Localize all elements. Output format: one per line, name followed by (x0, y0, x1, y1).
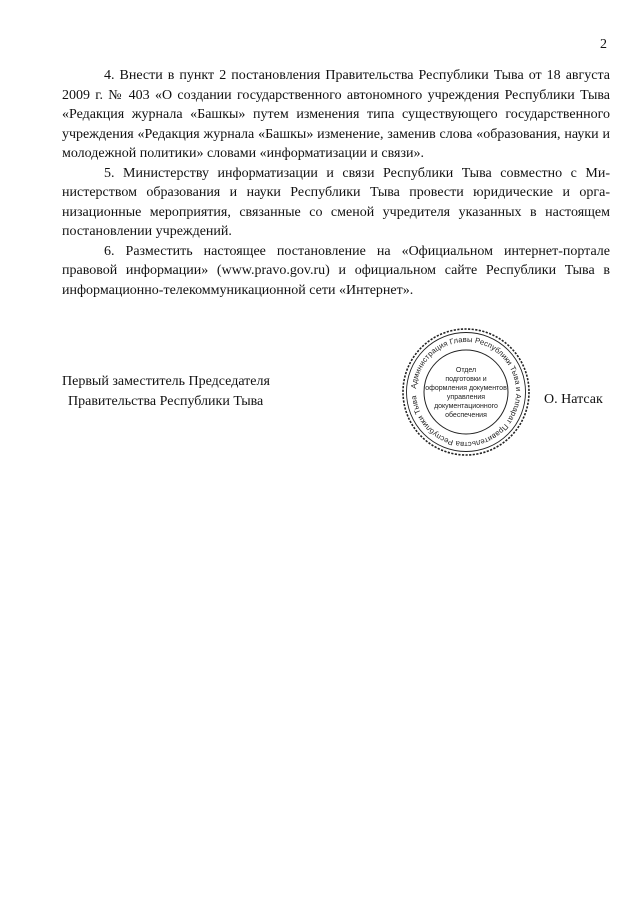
seal-center-line: оформления документов (425, 385, 507, 392)
paragraph-5: 5. Министерству информатизации и связи Республики Тыва совместно с Министерством образования и науки Республики Тыва провести юридические и организационные мероприятия, связанные со сменой учредителя указанных в настоящем постановлении учреждений. (62, 165, 610, 239)
seal-center-line: Отдел (455, 367, 477, 374)
official-seal (400, 326, 532, 458)
signatory-title-line-1: Первый заместитель Председателя (62, 374, 270, 389)
signatory-title (62, 372, 270, 411)
paragraph-4: 4. Внести в пункт 2 постановления Правительства Республики Тыва от 18 августа 2009 г. № 403 «О создании государственного автономного учреждения Республики Тыва «Редакция журнала «Башкы» путем изменения типа существующего государственного учреждения «Редакция журнала «Башкы» изменение, заменив слова «образования, науки и молодежной политики» словами «информатизации и связи». (62, 68, 610, 161)
seal-center-line: управления (446, 394, 486, 401)
seal-graphic (400, 326, 532, 458)
seal-ring-text: Администрация Главы Республики Тыва и Аппарат Правительства Республики Тыва (409, 334, 524, 450)
signatory-name: О. Натсак (544, 392, 603, 407)
page-number: 2 (600, 37, 607, 52)
signatory-title-line-2: Правительства Республики Тыва (68, 393, 264, 409)
seal-center-line: документационного (434, 403, 498, 410)
seal-center-line: обеспечения (445, 412, 487, 419)
paragraph-6: 6. Разместить настоящее постановление на «Официальном интернет-портале правовой информации» (www.pravo.gov.ru) и официальном сайте Республики Тыва в информационно-телекоммуникационной сети «Интернет». (62, 243, 610, 298)
document-body (62, 66, 610, 300)
seal-center-line: подготовки и (445, 376, 487, 383)
